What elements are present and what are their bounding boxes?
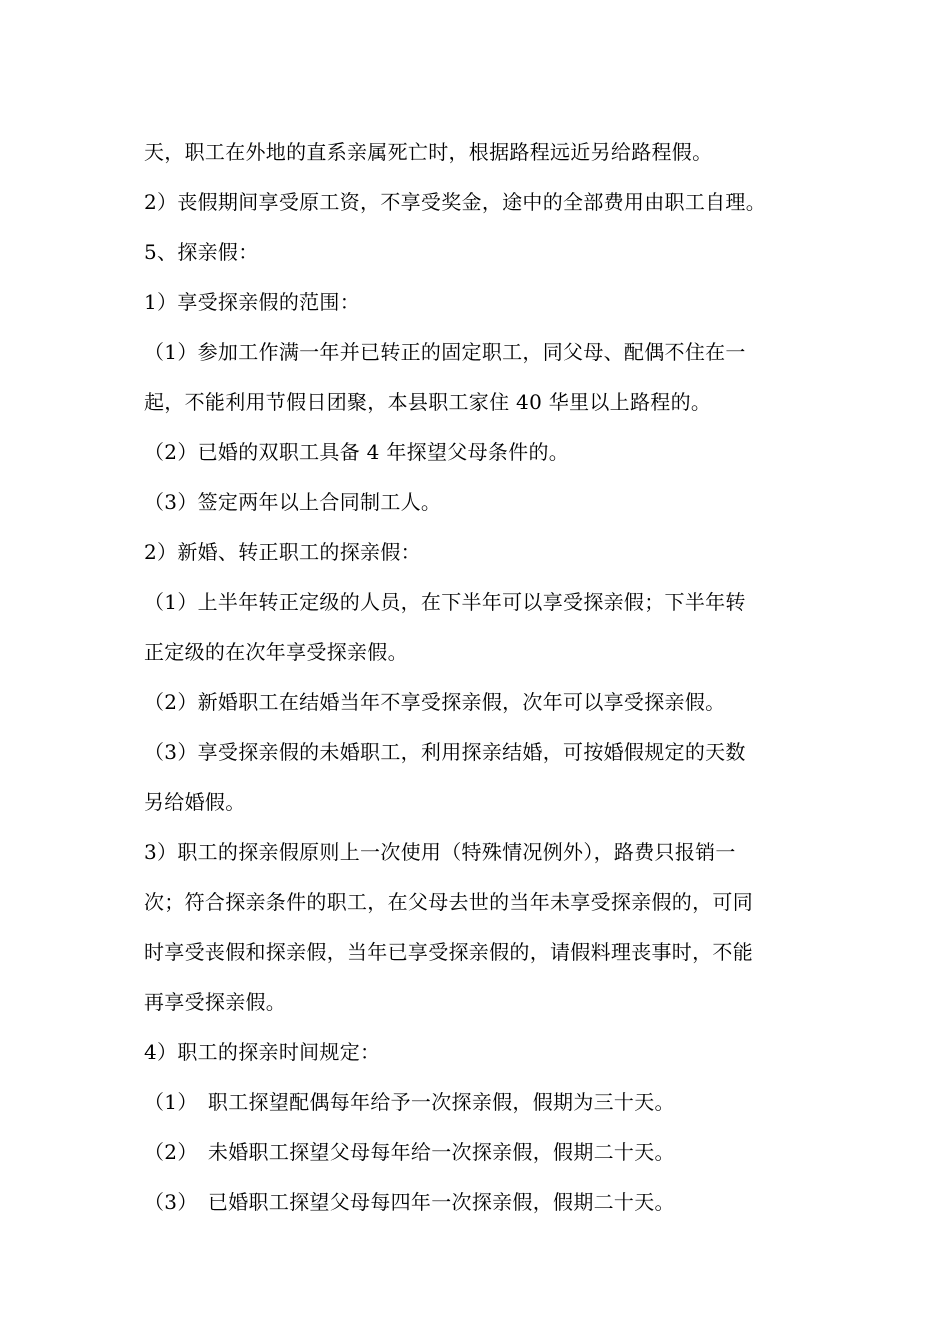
text-line: （2）已婚的双职工具备 4 年探望父母条件的。 xyxy=(144,440,570,464)
text-line: （1）上半年转正定级的人员，在下半年可以享受探亲假；下半年转 xyxy=(144,590,746,614)
text-line: （1） 职工探望配偶每年给予一次探亲假，假期为三十天。 xyxy=(144,1090,675,1114)
section-heading: 5、探亲假： xyxy=(144,240,259,264)
text-line: 2）丧假期间享受原工资，不享受奖金，途中的全部费用由职工自理。 xyxy=(144,190,767,214)
subsection-heading: 4）职工的探亲时间规定： xyxy=(144,1040,381,1064)
text-line: 再享受探亲假。 xyxy=(144,990,287,1014)
subsection-heading: 1）享受探亲假的范围： xyxy=(144,290,361,314)
text-line: （1）参加工作满一年并已转正的固定职工，同父母、配偶不住在一 xyxy=(144,340,746,364)
text-line: （2）新婚职工在结婚当年不享受探亲假，次年可以享受探亲假。 xyxy=(144,690,726,714)
text-line: 3）职工的探亲假原则上一次使用（特殊情况例外），路费只报销一 xyxy=(144,840,736,864)
text-line: 另给婚假。 xyxy=(144,790,246,814)
text-line: 时享受丧假和探亲假，当年已享受探亲假的，请假料理丧事时，不能 xyxy=(144,940,753,964)
text-line: （3） 已婚职工探望父母每四年一次探亲假，假期二十天。 xyxy=(144,1190,675,1214)
text-line: 起，不能利用节假日团聚，本县职工家住 40 华里以上路程的。 xyxy=(144,390,712,414)
text-line: 次；符合探亲条件的职工，在父母去世的当年未享受探亲假的，可同 xyxy=(144,890,753,914)
text-line: （3）享受探亲假的未婚职工，利用探亲结婚，可按婚假规定的天数 xyxy=(144,740,746,764)
text-line: （3）签定两年以上合同制工人。 xyxy=(144,490,442,514)
subsection-heading: 2）新婚、转正职工的探亲假： xyxy=(144,540,421,564)
text-line: 天，职工在外地的直系亲属死亡时，根据路程远近另给路程假。 xyxy=(144,140,713,164)
text-line: （2） 未婚职工探望父母每年给一次探亲假，假期二十天。 xyxy=(144,1140,675,1164)
text-line: 正定级的在次年享受探亲假。 xyxy=(144,640,408,664)
